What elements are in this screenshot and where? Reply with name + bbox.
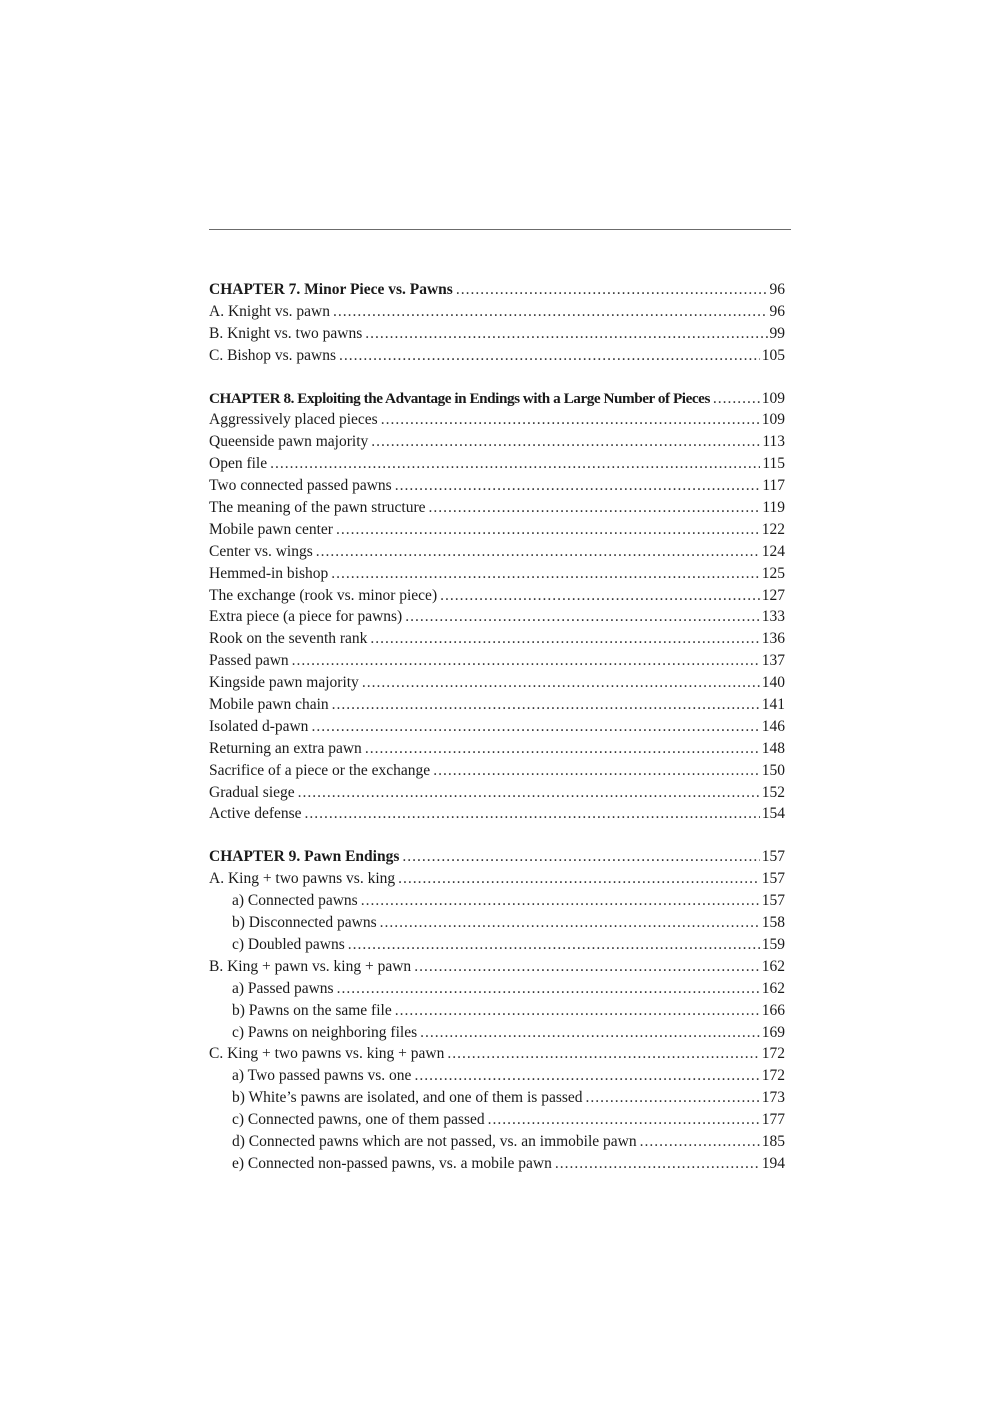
toc-subentry (209, 912, 785, 934)
entry-title: e) Connected non-passed pawns, vs. a mobile pawn (232, 1154, 552, 1172)
toc-entry (209, 431, 785, 453)
entry-title: c) Doubled pawns (232, 935, 345, 953)
page-number: 117 (762, 477, 785, 495)
page-number: 141 (761, 696, 785, 714)
chapter-title: CHAPTER 8. Exploiting the Advantage in Endings with a Large Number of Pieces (209, 389, 710, 407)
toc-entry (209, 563, 785, 585)
toc-entry (209, 497, 785, 519)
entry-title: Gradual siege (209, 783, 295, 801)
dot-leader (398, 868, 760, 890)
page-number: 136 (761, 630, 785, 648)
toc-entry (209, 672, 785, 694)
toc-entry (209, 628, 785, 650)
toc-entry (209, 760, 785, 782)
toc-entry (209, 650, 785, 672)
entry-title: Mobile pawn center (209, 520, 333, 538)
toc-subentry (209, 1000, 785, 1022)
page-number: 157 (761, 870, 785, 888)
dot-leader (365, 738, 760, 760)
dot-leader (402, 846, 759, 868)
toc-entry (209, 868, 785, 890)
toc-entry (209, 585, 785, 607)
toc-section-chapter-8 (209, 388, 785, 826)
dot-leader (305, 803, 760, 825)
page-number: 125 (761, 564, 785, 582)
entry-title: B. Knight vs. two pawns (209, 324, 363, 342)
page-number: 99 (769, 324, 785, 342)
entry-title: Active defense (209, 805, 302, 823)
dot-leader (395, 1000, 760, 1022)
toc-entry (209, 606, 785, 628)
toc-subentry (209, 934, 785, 956)
toc-subentry (209, 978, 785, 1000)
page-number: 159 (761, 935, 785, 953)
dot-leader (440, 585, 760, 607)
entry-title: b) Pawns on the same file (232, 1001, 392, 1019)
dot-leader (433, 760, 760, 782)
toc-section-chapter-9 (209, 846, 785, 1174)
toc-entry (209, 475, 785, 497)
page-number: 96 (769, 281, 785, 298)
dot-leader (414, 1065, 759, 1087)
toc-subentry (209, 1131, 785, 1153)
toc-entry (209, 956, 785, 978)
entry-title: Extra piece (a piece for pawns) (209, 608, 403, 626)
dot-leader (336, 519, 760, 541)
toc-entry (209, 323, 785, 345)
chapter-title: CHAPTER 7. Minor Piece vs. Pawns (209, 281, 453, 298)
page-number: 127 (761, 586, 785, 604)
dot-leader (348, 934, 760, 956)
entry-title: a) Connected pawns (232, 892, 358, 910)
page-number: 146 (761, 717, 785, 735)
toc-subentry (209, 890, 785, 912)
entry-title: c) Connected pawns, one of them passed (232, 1111, 485, 1129)
dot-leader (292, 650, 760, 672)
page-number: 158 (761, 914, 785, 932)
page-number: 119 (762, 499, 785, 517)
page-number: 172 (761, 1067, 785, 1085)
page-number: 122 (761, 520, 785, 538)
dot-leader (311, 716, 759, 738)
page-number: 113 (762, 433, 785, 451)
entry-title: The meaning of the pawn structure (209, 499, 426, 517)
toc-subentry (209, 1153, 785, 1175)
page-number: 157 (761, 892, 785, 910)
page-number: 162 (761, 957, 785, 975)
toc-entry (209, 345, 785, 367)
toc-entry (209, 738, 785, 760)
dot-leader (488, 1109, 760, 1131)
page-number: 185 (761, 1132, 785, 1150)
page-number: 152 (761, 783, 785, 801)
entry-title: The exchange (rook vs. minor piece) (209, 586, 438, 604)
page-number: 133 (761, 608, 785, 626)
page-number: 173 (761, 1089, 785, 1107)
entry-title: Passed pawn (209, 652, 289, 670)
entry-title: Two connected passed pawns (209, 477, 392, 495)
page-number: 166 (761, 1001, 785, 1019)
toc-entry (209, 541, 785, 563)
dot-leader (447, 1043, 759, 1065)
dot-leader (414, 956, 760, 978)
entry-title: Rook on the seventh rank (209, 630, 368, 648)
dot-leader (456, 279, 768, 301)
dot-leader (395, 475, 761, 497)
toc-subentry (209, 1109, 785, 1131)
entry-title: Hemmed-in bishop (209, 564, 329, 582)
dot-leader (333, 301, 768, 323)
dot-leader (429, 497, 761, 519)
page-number: 162 (761, 979, 785, 997)
entry-title: A. King + two pawns vs. king (209, 870, 396, 888)
dot-leader (380, 912, 760, 934)
page-number: 177 (761, 1111, 785, 1129)
toc-entry (209, 409, 785, 431)
table-of-contents (209, 279, 785, 1175)
dot-leader (640, 1131, 760, 1153)
entry-title: Open file (209, 455, 268, 473)
entry-title: Aggressively placed pieces (209, 411, 378, 429)
toc-entry (209, 1043, 785, 1065)
dot-leader (365, 323, 767, 345)
entry-title: Kingside pawn majority (209, 674, 359, 692)
page-number: 109 (761, 389, 785, 407)
toc-subentry (209, 1022, 785, 1044)
page-number: 154 (761, 805, 785, 823)
toc-subentry (209, 1087, 785, 1109)
chapter-title: CHAPTER 9. Pawn Endings (209, 848, 400, 866)
page-number: 148 (761, 739, 785, 757)
dot-leader (332, 694, 760, 716)
toc-entry (209, 782, 785, 804)
toc-entry (209, 803, 785, 825)
toc-entry (209, 301, 785, 323)
entry-title: B. King + pawn vs. king + pawn (209, 957, 412, 975)
chapter-heading (209, 388, 785, 410)
page-number: 157 (761, 848, 785, 866)
entry-title: b) Disconnected pawns (232, 914, 377, 932)
toc-entry (209, 519, 785, 541)
dot-leader (381, 409, 760, 431)
entry-title: Center vs. wings (209, 542, 313, 560)
dot-leader (370, 628, 759, 650)
entry-title: A. Knight vs. pawn (209, 302, 330, 320)
toc-entry (209, 453, 785, 475)
page-number: 169 (761, 1023, 785, 1041)
entry-title: a) Two passed pawns vs. one (232, 1067, 412, 1085)
page-number: 150 (761, 761, 785, 779)
dot-leader (339, 345, 760, 367)
page-number: 115 (762, 455, 785, 473)
dot-leader (713, 388, 760, 410)
page-number: 140 (761, 674, 785, 692)
dot-leader (555, 1153, 760, 1175)
entry-title: a) Passed pawns (232, 979, 334, 997)
dot-leader (298, 782, 760, 804)
page-number: 105 (761, 346, 785, 364)
entry-title: Sacrifice of a piece or the exchange (209, 761, 431, 779)
toc-subentry (209, 1065, 785, 1087)
dot-leader (361, 890, 760, 912)
page-number: 109 (761, 411, 785, 429)
toc-entry (209, 716, 785, 738)
entry-title: d) Connected pawns which are not passed, vs. an immobile pawn (232, 1132, 637, 1150)
toc-entry (209, 694, 785, 716)
chapter-heading (209, 279, 785, 301)
header-rule (209, 229, 791, 230)
entry-title: c) Pawns on neighboring files (232, 1023, 418, 1041)
dot-leader (371, 431, 760, 453)
dot-leader (316, 541, 760, 563)
dot-leader (420, 1022, 760, 1044)
dot-leader (270, 453, 760, 475)
dot-leader (405, 606, 760, 628)
chapter-heading (209, 846, 785, 868)
entry-title: Mobile pawn chain (209, 696, 329, 714)
page-number: 194 (761, 1154, 785, 1172)
page-number: 137 (761, 652, 785, 670)
entry-title: C. King + two pawns vs. king + pawn (209, 1045, 445, 1063)
entry-title: C. Bishop vs. pawns (209, 346, 337, 364)
entry-title: b) White’s pawns are isolated, and one of them is passed (232, 1089, 583, 1107)
entry-title: Isolated d-pawn (209, 717, 309, 735)
page-number: 124 (761, 542, 785, 560)
entry-title: Returning an extra pawn (209, 739, 362, 757)
dot-leader (331, 563, 760, 585)
dot-leader (362, 672, 760, 694)
dot-leader (586, 1087, 760, 1109)
dot-leader (337, 978, 760, 1000)
page-number: 172 (761, 1045, 785, 1063)
page-number: 96 (769, 302, 785, 320)
toc-section-chapter-7 (209, 279, 785, 367)
entry-title: Queenside pawn majority (209, 433, 369, 451)
